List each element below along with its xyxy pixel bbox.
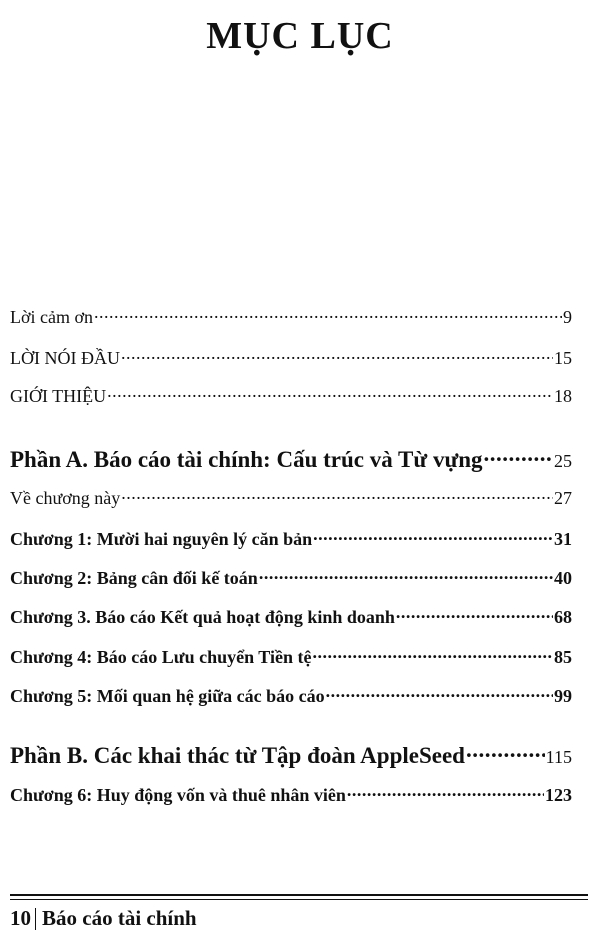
toc-entry-about-chapter[interactable] [10, 486, 572, 509]
toc-entry-page: 99 [554, 686, 572, 706]
toc-entry-page: 40 [554, 568, 572, 588]
toc-entry-page: 15 [554, 348, 572, 368]
toc-entry-label: Phần B. Các khai thác từ Tập đoàn AppleSeed [10, 743, 465, 768]
toc-entry-page: 31 [554, 529, 572, 549]
dot-leader [94, 305, 562, 323]
toc-entry-chapter-4[interactable] [10, 645, 572, 668]
toc-entry-label: Chương 3. Báo cáo Kết quả hoạt động kinh doanh [10, 607, 395, 627]
footer-rule-thick [10, 894, 588, 896]
dot-leader [484, 444, 553, 467]
toc-entry-label: Chương 6: Huy động vốn và thuê nhân viên [10, 785, 346, 805]
dot-leader [313, 527, 553, 545]
dot-leader [326, 684, 553, 702]
page-footer [10, 906, 197, 931]
dot-leader [396, 605, 553, 623]
footer-rule-thin [10, 899, 588, 900]
dot-leader [107, 384, 553, 402]
toc-entry-chapter-3[interactable] [10, 605, 572, 628]
toc-entry-page: 27 [554, 488, 572, 508]
toc-entry-page: 68 [554, 607, 572, 627]
footer-page-number: 10 [10, 906, 31, 930]
dot-leader [121, 486, 553, 504]
dot-leader [312, 645, 553, 663]
toc-entry-chapter-6[interactable] [10, 783, 572, 806]
toc-entry-page: 123 [545, 785, 572, 805]
toc-entry-page: 85 [554, 647, 572, 667]
toc-entry-introduction[interactable] [10, 384, 572, 407]
toc-entry-part-a[interactable] [10, 444, 572, 473]
toc-entry-label: Chương 5: Mối quan hệ giữa các báo cáo [10, 686, 325, 706]
toc-entry-acknowledgements[interactable] [10, 305, 572, 328]
toc-entry-label: Phần A. Báo cáo tài chính: Cấu trúc và Từ vựng [10, 447, 483, 472]
toc-entry-label: Về chương này [10, 488, 121, 508]
toc-entry-label: Chương 4: Báo cáo Lưu chuyển Tiền tệ [10, 647, 312, 667]
toc-entry-part-b[interactable] [10, 740, 572, 769]
toc-entry-page: 25 [554, 451, 572, 471]
dot-leader [466, 740, 545, 763]
toc-entry-chapter-1[interactable] [10, 527, 572, 550]
dot-leader [347, 783, 544, 801]
toc-entry-page: 18 [554, 386, 572, 406]
toc-entry-chapter-5[interactable] [10, 684, 572, 707]
toc-entry-chapter-2[interactable] [10, 566, 572, 589]
footer-separator [35, 908, 36, 930]
toc-entry-page: 115 [545, 747, 572, 767]
dot-leader [121, 346, 553, 364]
toc-entry-preface[interactable] [10, 346, 572, 369]
toc-entry-label: Chương 1: Mười hai nguyên lý căn bản [10, 529, 313, 549]
toc-entry-label: LỜI NÓI ĐẦU [10, 348, 120, 368]
page-title: MỤC LỤC [206, 15, 394, 57]
dot-leader [259, 566, 553, 584]
toc-entry-label: Lời cảm ơn [10, 307, 94, 327]
footer-book-title: Báo cáo tài chính [42, 906, 197, 930]
toc-entry-label: GIỚI THIỆU [10, 386, 107, 406]
toc-entry-page: 9 [563, 307, 572, 327]
toc-entry-label: Chương 2: Bảng cân đối kế toán [10, 568, 258, 588]
